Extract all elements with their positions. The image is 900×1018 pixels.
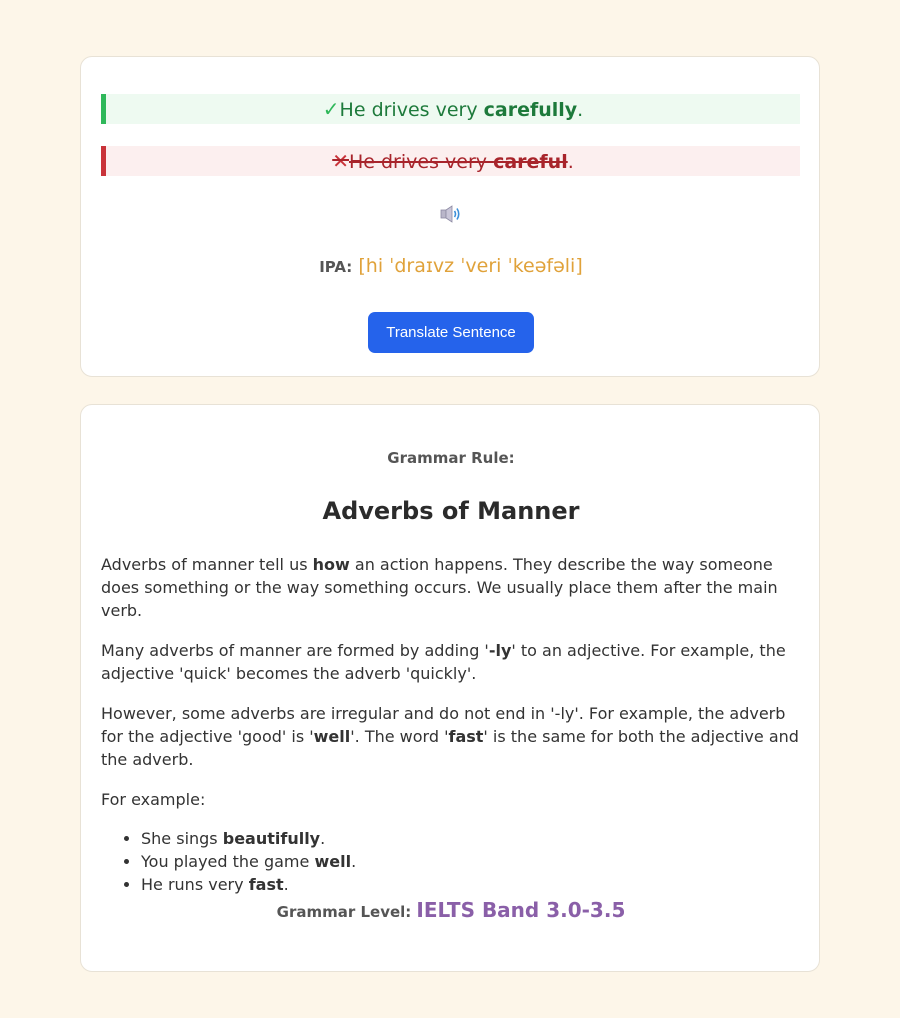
grammar-card [80, 404, 820, 972]
rule-paragraph: For example: [101, 790, 206, 809]
grammar-rule-label: Grammar Rule: [387, 449, 515, 467]
ipa-line [81, 253, 821, 280]
list-item: • She sings beautifully. [141, 827, 801, 850]
grammar-rule-title: Adverbs of Manner [322, 497, 580, 525]
ipa-label: IPA: [319, 258, 353, 276]
sentence-card [80, 56, 820, 377]
speaker-icon[interactable] [439, 203, 463, 225]
grammar-level-value: IELTS Band 3.0-3.5 [416, 898, 626, 922]
rule-paragraph: Many adverbs of manner are formed by adding '-ly' to an adjective. For example, the adjective 'quick' becomes the adverb 'quickly'. [101, 641, 786, 683]
list-item: • You played the game well. [141, 850, 801, 873]
ipa-value: [hi ˈdraɪvz ˈveri ˈkeəfəli] [358, 255, 583, 277]
rule-paragraph: Adverbs of manner tell us how an action happens. They describe the way someone does something or the way something occurs. We usually place them after the main verb. [101, 555, 778, 620]
grammar-level [81, 898, 821, 922]
cross-icon: ✕ [332, 149, 349, 173]
wrong-sentence-text: He drives very [348, 151, 494, 173]
translate-sentence-button[interactable]: Translate Sentence [368, 312, 534, 353]
wrong-sentence [101, 146, 800, 176]
list-item: • He runs very fast. [141, 873, 801, 896]
check-icon: ✓ [322, 97, 340, 121]
correct-highlight: carefully [483, 99, 578, 121]
wrong-sentence-end: . [567, 151, 574, 173]
correct-sentence-end: . [577, 99, 584, 121]
correct-sentence [101, 94, 800, 124]
correct-sentence-text: He drives very [339, 99, 484, 121]
grammar-level-label: Grammar Level: [276, 903, 412, 921]
grammar-rule-body [101, 553, 801, 896]
example-list [141, 827, 801, 896]
wrong-highlight: careful [493, 151, 568, 173]
rule-paragraph: However, some adverbs are irregular and do not end in '-ly'. For example, the adverb for the adjective 'good' is 'well'. The word 'fast' is the same for both the adjective and the adverb. [101, 704, 799, 769]
